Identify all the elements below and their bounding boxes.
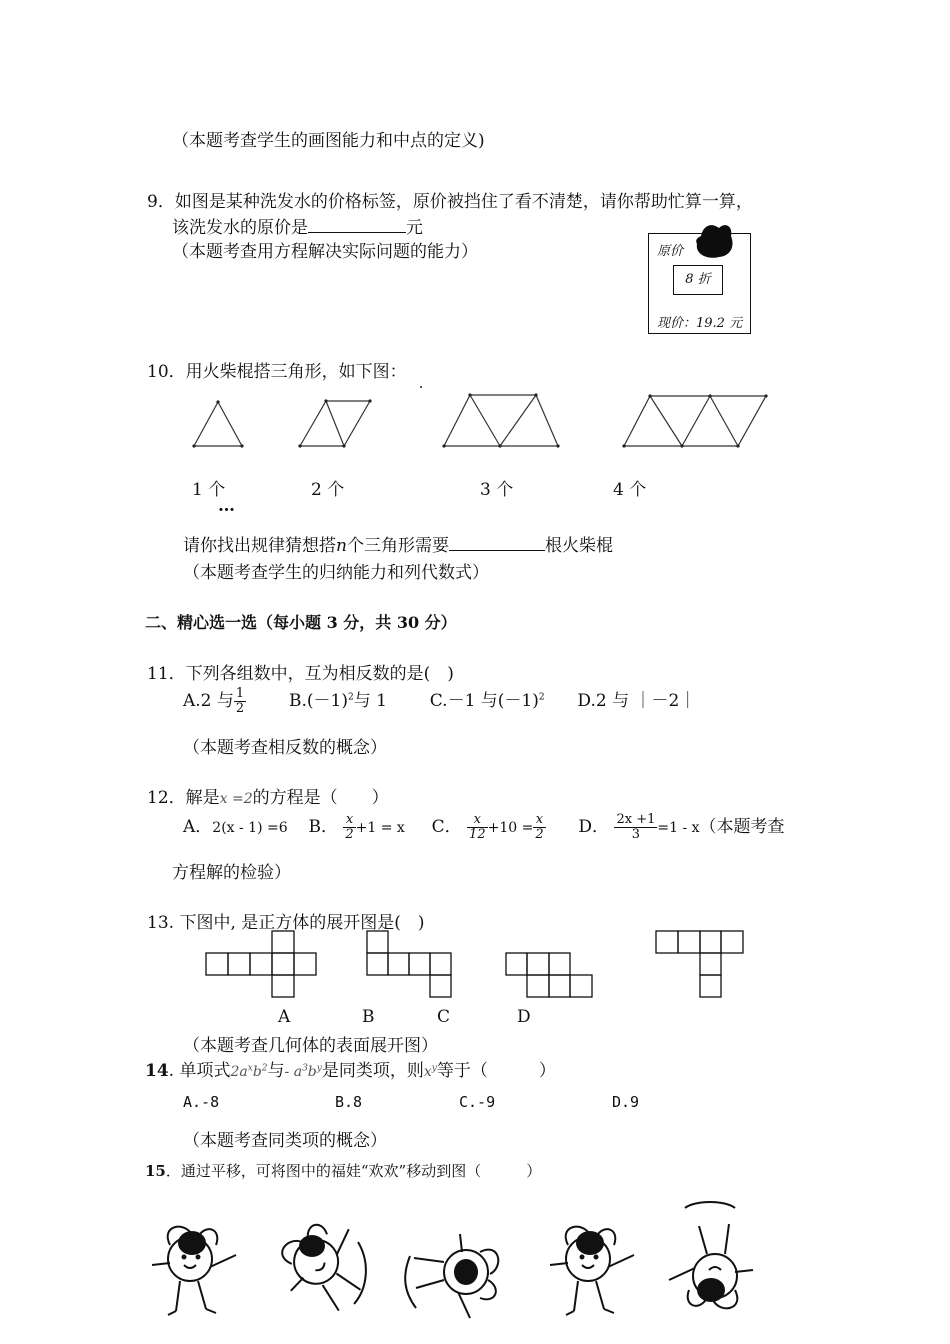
q14-option-a[interactable]: A.-8 <box>183 1093 220 1111</box>
matchstick-figure-1 <box>194 402 242 446</box>
q15-prompt: ．通过平移，可将图中的福娃“欢欢”移动到图（ ） <box>165 1162 542 1180</box>
cube-nets <box>200 930 800 1000</box>
q14-option-d[interactable]: D.9 <box>612 1093 640 1111</box>
q14-monomial-2: - $a^3b^y$ <box>284 1063 322 1080</box>
q10-label-1: 1 个 <box>192 480 226 500</box>
q11-number: 11． <box>147 664 186 684</box>
q10-number: 10． <box>147 362 186 382</box>
q9-note: （本题考查用方程解决实际问题的能力） <box>172 242 478 262</box>
q11-note: （本题考查相反数的概念） <box>183 738 387 758</box>
section-2-heading: 二、精心选一选（每小题 3 分，共 30 分） <box>145 613 457 632</box>
q10-label-2: 2 个 <box>311 480 345 500</box>
q12-option-a[interactable]: A．2(x - 1) =6 <box>183 817 288 837</box>
price-tag-discount: 8 折 <box>673 265 723 295</box>
q10-question-pre: 请你找出规律猜想搭 <box>183 536 336 556</box>
q12-note-a: （本题考查 <box>699 817 785 837</box>
q12-option-b[interactable]: B． $\frac{x}{2}$ +1 = x <box>308 812 405 842</box>
fuwa-figure-option-c <box>538 1215 648 1325</box>
fuwa-figure-option-a <box>272 1212 382 1322</box>
q10-answer-blank[interactable] <box>449 535 545 551</box>
q15-number: 15 <box>145 1162 166 1180</box>
q14-number: 14 <box>145 1061 169 1081</box>
q15-text <box>145 1160 541 1181</box>
q11-options <box>183 686 696 716</box>
q8-note: （本题考查学生的画图能力和中点的定义) <box>172 131 485 151</box>
q9-line2 <box>172 213 423 238</box>
q11-option-a[interactable]: A.2 与 $\frac{1}{2}$ <box>183 686 245 716</box>
q11-option-b[interactable]: $B.(-1)^2$与 1 <box>289 691 387 711</box>
price-tag-original: 原价 <box>657 244 684 259</box>
q12-options <box>183 812 785 842</box>
price-tag-current: 现价：19.2 元 <box>657 316 743 331</box>
ink-blot <box>693 222 737 262</box>
q10-label-3: 3 个 <box>480 480 514 500</box>
q9-text: 如图是某种洗发水的价格标签，原价被挡住了看不清楚，请你帮助忙算一算， <box>174 192 753 212</box>
q13-label-d: D <box>517 1007 531 1027</box>
q12-note-b: 方程解的检验） <box>172 863 291 883</box>
q12-option-d[interactable]: D． $\frac{2x +1}{3}$ =1 - x <box>578 812 700 842</box>
matchstick-triangles <box>180 390 780 460</box>
q13-label-a: A <box>278 1007 291 1027</box>
q11-option-d[interactable]: D.2 与 ｜－2｜ <box>577 691 697 711</box>
q9-number: 9． <box>147 192 175 212</box>
q10-label-4: 4 个 <box>613 480 647 500</box>
q9-line2-post: 元 <box>406 218 423 238</box>
q12-number: 12． <box>147 788 186 808</box>
q9-line2-pre: 该洗发水的原价是 <box>172 218 308 238</box>
q13-label-c: C <box>437 1007 451 1027</box>
q10-var-n: n <box>336 536 347 556</box>
q13-note: （本题考查几何体的表面展开图） <box>183 1036 438 1056</box>
q11-option-c[interactable]: C.－1 与$(-1)^2$ <box>429 691 545 711</box>
q14-option-b[interactable]: B.8 <box>335 1093 363 1111</box>
q9-line1 <box>147 187 753 212</box>
fuwa-figure-original <box>140 1215 250 1325</box>
q10-question-post: 根火柴棍 <box>544 536 613 556</box>
q12-text: 12．解是x =2的方程是（ ） <box>147 788 389 808</box>
q10-note: （本题考查学生的归纳能力和列代数式） <box>183 563 489 583</box>
q14-note: （本题考查同类项的概念） <box>183 1131 387 1151</box>
net-d <box>656 931 743 997</box>
q9-answer-blank[interactable] <box>308 217 406 233</box>
q10-prompt: 用火柴棍搭三角形，如下图： <box>185 362 407 382</box>
q10-ellipsis: … <box>218 496 235 516</box>
q10-text <box>147 357 407 382</box>
q13-label-b: B <box>362 1007 375 1027</box>
q10-question-mid: 个三角形需要 <box>346 536 449 556</box>
net-c <box>506 953 592 997</box>
q11-text <box>147 659 454 684</box>
net-b <box>367 931 451 997</box>
fuwa-figure-option-b <box>400 1222 510 1332</box>
q11-prompt: 下列各组数中，互为相反数的是( ) <box>185 664 454 684</box>
matchstick-figure-4 <box>624 396 766 446</box>
matchstick-figure-3 <box>444 395 558 446</box>
q14-monomial-1: $2a^xb^2$ <box>230 1063 268 1080</box>
fuwa-figure-option-d <box>655 1196 765 1316</box>
net-a <box>206 931 316 997</box>
q14-option-c[interactable]: C.-9 <box>459 1093 496 1111</box>
stray-dot <box>420 386 422 388</box>
q10-question <box>183 531 613 556</box>
q12-option-c[interactable]: C． $\frac{x}{12}$ +10 = $\frac{x}{2}$ <box>431 812 544 842</box>
q14-text: 14. 单项式$2a^xb^2$与- $a^3b^y$是同类项，则$x^y$等于（ ） <box>145 1061 556 1081</box>
q13-text: 13. 下图中, 是正方体的展开图是( ) <box>147 913 425 933</box>
